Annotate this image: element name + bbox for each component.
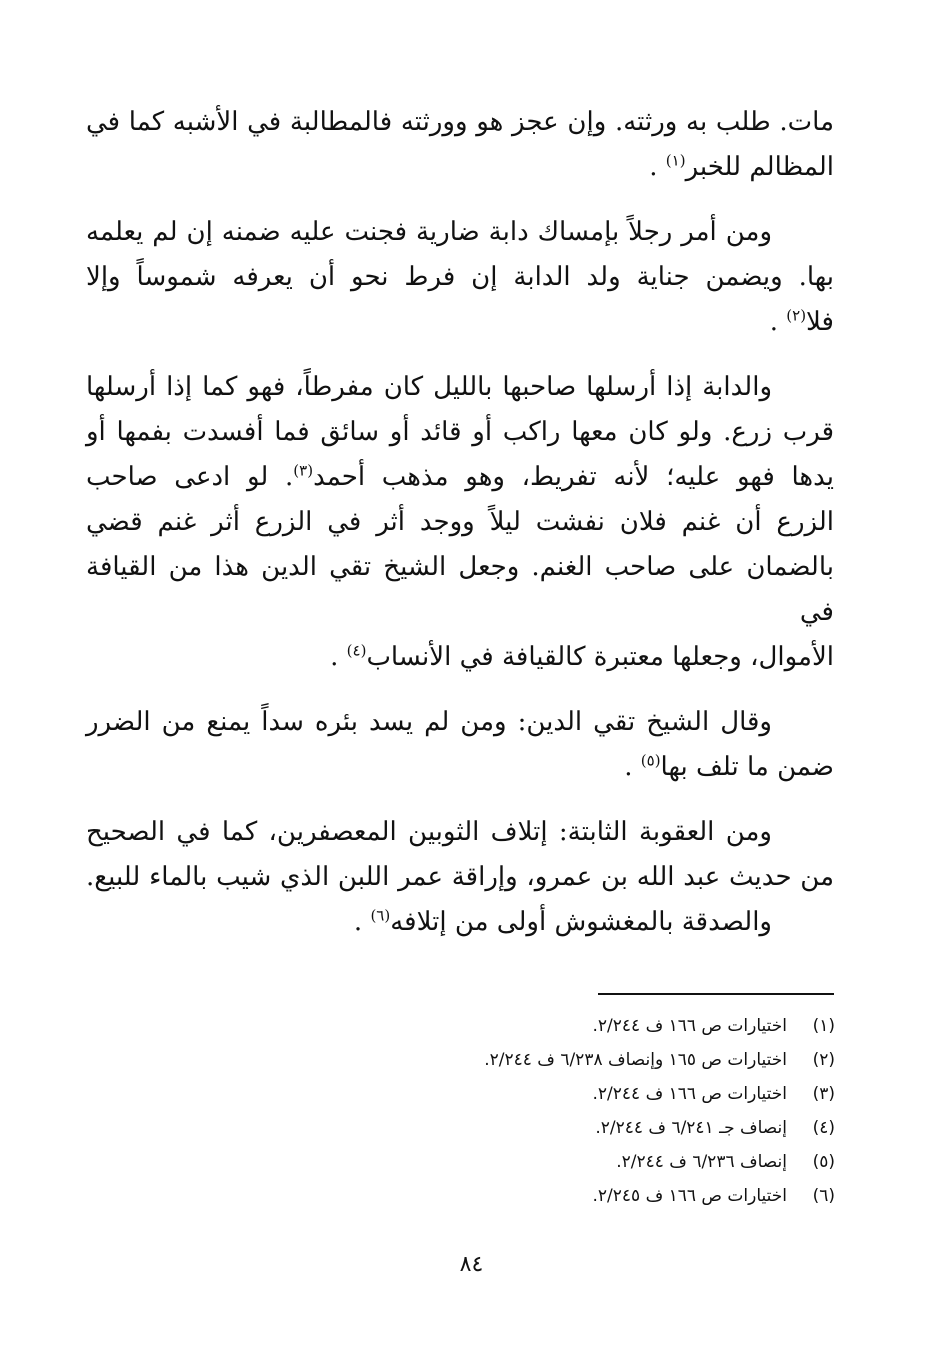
footnote-item bbox=[275, 1111, 835, 1145]
footnote-mark: (٤) bbox=[346, 641, 367, 660]
text-segment: والصدقة بالمغشوش أولى من إتلافه bbox=[390, 907, 772, 937]
footnote-text: اختيارات ص ١٦٦ ف ٢/٢٤٥. bbox=[592, 1186, 787, 1206]
period: . bbox=[330, 642, 339, 672]
footnote-mark: (٢) bbox=[786, 306, 807, 325]
footnote-number: (٤) bbox=[812, 1118, 835, 1138]
footnote-mark: (٣) bbox=[293, 461, 314, 480]
text-line bbox=[86, 745, 834, 790]
footnote-text: اختيارات ص ١٦٥ وإنصاف ٦/٢٣٨ ف ٢/٢٤٤. bbox=[484, 1050, 787, 1070]
text-line: الزرع أن غنم فلان نفشت ليلاً ووجد أثر في الزرع أثر غنم قضي bbox=[86, 507, 834, 537]
text-line bbox=[86, 300, 834, 345]
footnote-text: اختيارات ص ١٦٦ ف ٢/٢٤٤. bbox=[592, 1016, 787, 1036]
text-segment: . لو ادعى صاحب bbox=[86, 462, 294, 492]
footnote-item bbox=[275, 1077, 835, 1111]
text-line: والدابة إذا أرسلها صاحبها بالليل كان مفرطاً، فهو كما إذا أرسلها bbox=[86, 372, 772, 402]
footnote-number: (٥) bbox=[812, 1152, 835, 1172]
footnotes bbox=[275, 1009, 835, 1213]
text-line bbox=[86, 635, 834, 680]
text-line: بها. ويضمن جناية ولد الدابة إن فرط نحو أن يعرفه شموساً وإلا bbox=[86, 262, 834, 292]
text-line bbox=[86, 900, 834, 945]
footnote-text: اختيارات ص ١٦٦ ف ٢/٢٤٤. bbox=[592, 1084, 787, 1104]
text-line: من حديث عبد الله بن عمرو، وإراقة عمر اللبن الذي شيب بالماء للبيع. bbox=[86, 862, 834, 892]
footnote-number: (١) bbox=[812, 1016, 835, 1036]
footnote-number: (٣) bbox=[812, 1084, 835, 1104]
text-line bbox=[86, 455, 834, 500]
period: . bbox=[624, 752, 633, 782]
period: . bbox=[769, 307, 778, 337]
footnote-mark: (٥) bbox=[640, 751, 661, 770]
text-line: بالضمان على صاحب الغنم. وجعل الشيخ تقي الدين هذا من القيافة في bbox=[86, 552, 834, 627]
page-number: ٨٤ bbox=[459, 1252, 484, 1277]
period: . bbox=[649, 152, 658, 182]
footnote-number: (٦) bbox=[812, 1186, 835, 1206]
text-segment: ضمن ما تلف بها bbox=[660, 752, 834, 782]
text-line: وقال الشيخ تقي الدين: ومن لم يسد بئره سداً يمنع من الضرر bbox=[86, 707, 772, 737]
footnote-item bbox=[275, 1009, 835, 1043]
text-segment: الأموال، وجعلها معتبرة كالقيافة في الأنساب bbox=[366, 642, 834, 672]
paragraph-2 bbox=[86, 210, 834, 345]
body-text bbox=[86, 100, 834, 965]
paragraph-1 bbox=[86, 100, 834, 190]
text-segment: فلا bbox=[806, 307, 834, 337]
text-line: مات. طلب به ورثته. وإن عجز هو وورثته فالمطالبة في الأشبه كما في bbox=[86, 107, 834, 137]
footnote-number: (٢) bbox=[812, 1050, 835, 1070]
footnote-text: إنصاف ٦/٢٣٦ ف ٢/٢٤٤. bbox=[616, 1152, 787, 1172]
text-line bbox=[86, 145, 834, 190]
text-line: قرب زرع. ولو كان معها راكب أو قائد أو سائق فما أفسدت بفمها أو bbox=[86, 417, 834, 447]
paragraph-5 bbox=[86, 810, 834, 945]
text-line: ومن العقوبة الثابتة: إتلاف الثوبين المعصفرين، كما في الصحيح bbox=[86, 817, 772, 847]
footnote-text: إنصاف جـ ٦/٢٤١ ف ٢/٢٤٤. bbox=[595, 1118, 787, 1138]
paragraph-4 bbox=[86, 700, 834, 790]
footnote-item bbox=[275, 1043, 835, 1077]
paragraph-3 bbox=[86, 365, 834, 680]
text-segment: المظالم للخبر bbox=[685, 152, 834, 182]
footnote-item bbox=[275, 1179, 835, 1213]
footnote-separator bbox=[598, 993, 834, 995]
footnote-mark: (١) bbox=[665, 151, 686, 170]
text-segment: يدها فهو عليه؛ لأنه تفريط، وهو مذهب أحمد bbox=[313, 462, 835, 492]
footnote-mark: (٦) bbox=[370, 906, 391, 925]
text-line: ومن أمر رجلاً بإمساك دابة ضارية فجنت عليه ضمنه إن لم يعلمه bbox=[86, 217, 772, 247]
period: . bbox=[353, 907, 363, 937]
footnote-item bbox=[275, 1145, 835, 1179]
